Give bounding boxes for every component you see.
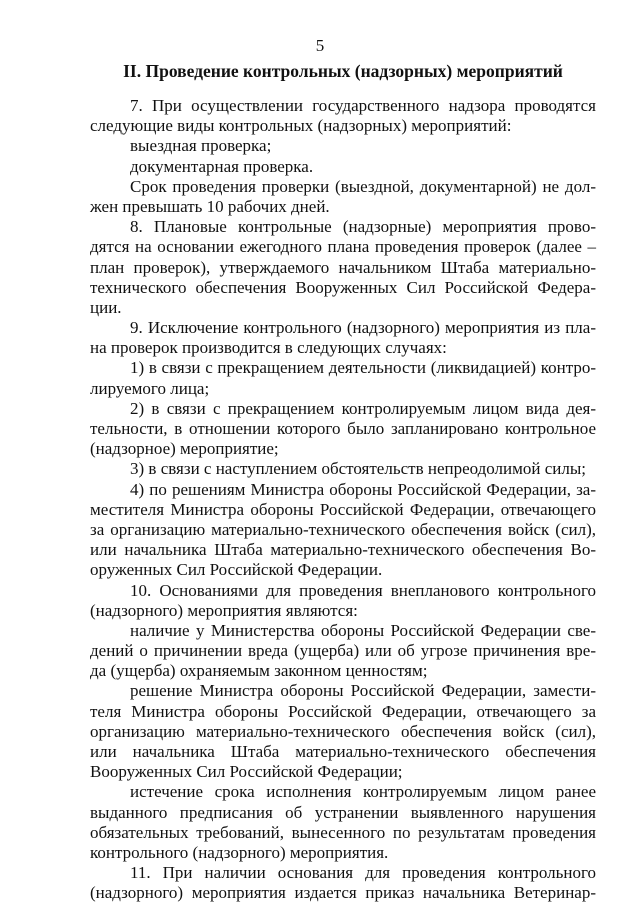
text-line: жен превышать 10 рабочих дней. <box>90 196 330 216</box>
text-line: истечение срока исполнения контролируемым лицом ранее <box>130 782 596 802</box>
text-line: (надзорного) мероприятия являются: <box>90 600 358 620</box>
text-line: (надзорное) мероприятие; <box>90 439 279 459</box>
text-line: 8. Плановые контрольные (надзорные) мероприятия прово- <box>130 217 596 237</box>
text-line: выданного предписания об устранении выявленного нарушения <box>90 802 596 822</box>
text-line: Срок проведения проверки (выездной, документарной) не дол- <box>130 176 596 196</box>
text-line: документарная проверка. <box>130 156 314 176</box>
text-line: 1) в связи с прекращением деятельности (ликвидацией) контро- <box>130 358 596 378</box>
text-line: 9. Исключение контрольного (надзорного) мероприятия из пла- <box>130 318 596 338</box>
text-line: 3) в связи с наступлением обстоятельств непреодолимой силы; <box>130 459 587 479</box>
text-line: (надзорного) мероприятия издается приказ начальника Ветеринар- <box>90 883 596 903</box>
text-line: технического обеспечения Вооруженных Сил Российской Федера- <box>90 277 596 297</box>
page-number: 5 <box>315 36 325 55</box>
text-line: ции. <box>90 297 122 317</box>
text-line: лируемого лица; <box>90 378 210 398</box>
text-line: организацию материально-технического обеспечения войск (сил), <box>90 721 596 741</box>
text-line: на проверок производится в следующих случаях: <box>90 338 447 358</box>
text-line: местителя Министра обороны Российской Федерации, отвечающего <box>90 499 596 519</box>
text-line: контрольного (надзорного) мероприятия. <box>90 842 389 862</box>
text-line: дений о причинении вреда (ущерба) или об угрозе причинения вре- <box>90 641 596 661</box>
text-line: 7. При осуществлении государственного надзора проводятся <box>130 96 596 115</box>
text-line: за организацию материально-технического обеспечения войск (сил), <box>90 519 596 539</box>
text-line: оруженных Сил Российской Федерации. <box>90 560 383 580</box>
text-line: план проверок), утверждаемого начальником Штаба материально- <box>90 257 596 277</box>
text-line: обязательных требований, вынесенного по результатам проведения <box>90 822 596 842</box>
text-line: 11. При наличии основания для проведения контрольного <box>130 863 596 883</box>
text-line: 2) в связи с прекращением контролируемым лицом вида дея- <box>130 398 596 418</box>
text-line: тельности, в отношении которого было запланировано контрольное <box>90 419 596 438</box>
text-line: решение Министра обороны Российской Федерации, замести- <box>130 681 596 701</box>
section-heading: II. Проведение контрольных (надзорных) мероприятий <box>123 61 563 81</box>
text-line: Вооруженных Сил Российской Федерации; <box>90 762 403 782</box>
text-line: или начальника Штаба материально-технического обеспечения Во- <box>90 540 596 560</box>
document-body <box>90 96 596 904</box>
text-line: 10. Основаниями для проведения внепланового контрольного <box>130 580 596 600</box>
text-line: дятся на основании ежегодного плана проведения проверок (далее – <box>90 237 596 257</box>
text-line: теля Министра обороны Российской Федерации, отвечающего за <box>90 701 596 721</box>
text-line: да (ущерба) охраняемым законном ценностям; <box>90 661 428 681</box>
text-line: или начальника Штаба материально-технического обеспечения <box>90 742 596 761</box>
text-line: наличие у Министерства обороны Российской Федерации све- <box>130 620 596 640</box>
text-line: выездная проверка; <box>130 136 272 156</box>
text-line: следующие виды контрольных (надзорных) мероприятий: <box>90 116 512 136</box>
text-line: 4) по решениям Министра обороны Российской Федерации, за- <box>130 479 596 499</box>
